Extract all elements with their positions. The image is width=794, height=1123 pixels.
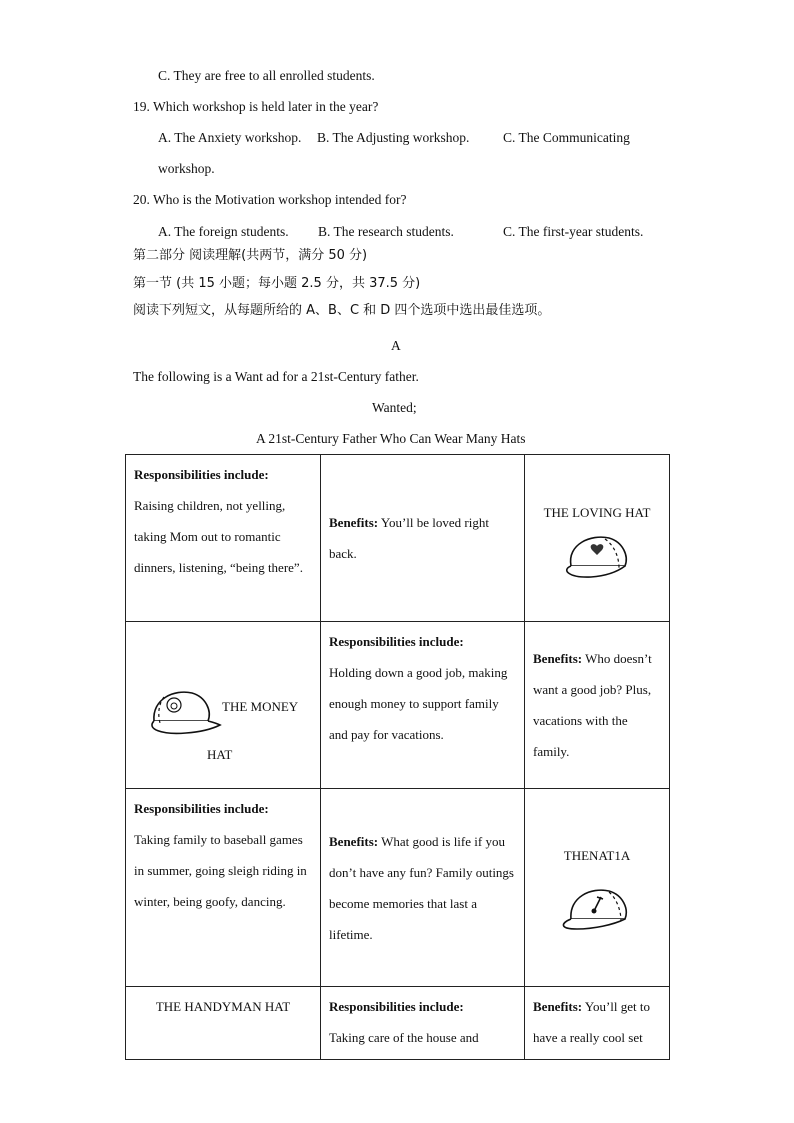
loving-responsibilities-cell (126, 455, 321, 622)
hats-table (125, 454, 670, 1060)
responsibilities-text: Taking care of the house and (329, 1030, 479, 1045)
passage-intro: The following is a Want ad for a 21st-Century father. (133, 369, 419, 384)
money-hat-cell (126, 622, 321, 789)
handyman-hat-cell (126, 987, 321, 1060)
responsibilities-label: Responsibilities include: (134, 467, 269, 482)
benefits-text: You’ll get to have a really cool set (533, 999, 651, 1045)
fun-hat-cell (525, 789, 670, 987)
benefits-label: Benefits: (329, 833, 379, 849)
benefits-text: What good is life if you don’t have any fun? Family outings become memories that last a lifetime. (329, 833, 514, 942)
q19-stem: 19. Which workshop is held later in the year? (133, 99, 379, 114)
section1-heading: 第一节 (共 15 小题；每小题 2.5 分，共 37.5 分) (133, 276, 421, 291)
fun-cap-icon (557, 883, 637, 935)
hat-name-line2: HAT (207, 747, 233, 762)
responsibilities-text: Taking family to baseball games in summer, going sleigh riding in winter, being goofy, dancing. (134, 832, 307, 909)
reading-instruction: 阅读下列短文，从每题所给的 A、B、C 和 D 四个选项中选出最佳选项。 (133, 303, 551, 318)
benefits-label: Benefits: (329, 515, 379, 530)
q19-option-c: C. The Communicating (503, 130, 630, 145)
q20-stem: 20. Who is the Motivation workshop intended for? (133, 192, 407, 207)
q20-option-c: C. The first-year students. (503, 224, 644, 239)
ad-title: A 21st-Century Father Who Can Wear Many Hats (256, 431, 526, 446)
ad-wanted: Wanted; (372, 400, 417, 415)
money-responsibilities-cell (321, 622, 525, 789)
benefits-text: Who doesn’t want a good job? Plus, vacations with the family. (533, 651, 652, 759)
q18-option-c: C. They are free to all enrolled students. (158, 68, 375, 83)
part2-heading: 第二部分 阅读理解(共两节，满分 50 分) (133, 248, 368, 263)
q19-option-b: B. The Adjusting workshop. (317, 130, 470, 145)
money-benefits-cell (525, 622, 670, 789)
table-row (126, 987, 670, 1060)
q19-option-a: A. The Anxiety workshop. (158, 130, 302, 145)
money-bag-cap-icon (142, 685, 222, 737)
fun-responsibilities-cell (126, 789, 321, 987)
hat-name-line1: THE MONEY (222, 699, 299, 714)
responsibilities-label: Responsibilities include: (329, 999, 464, 1014)
table-row (126, 455, 670, 622)
responsibilities-label: Responsibilities include: (134, 801, 269, 816)
hat-name: THE HANDYMAN HAT (155, 999, 291, 1014)
heart-cap-icon (557, 528, 637, 580)
q20-option-b: B. The research students. (318, 224, 454, 239)
benefits-text: You’ll be loved right back. (329, 515, 489, 561)
table-row (126, 789, 670, 987)
benefits-label: Benefits: (533, 651, 583, 666)
handyman-responsibilities-cell (321, 987, 525, 1060)
responsibilities-text: Raising children, not yelling, taking Mom out to romantic dinners, listening, “being there”. (134, 498, 303, 575)
q19-option-c-cont: workshop. (158, 161, 215, 176)
loving-benefits-cell (321, 455, 525, 622)
handyman-benefits-cell (525, 987, 670, 1060)
responsibilities-text: Holding down a good job, making enough money to support family and pay for vacations. (329, 665, 508, 742)
hat-name: THE LOVING HAT (543, 504, 651, 520)
fun-benefits-cell (321, 789, 525, 987)
hat-name: THENAT1A (563, 848, 631, 863)
loving-hat-cell (525, 455, 670, 622)
table-row (126, 622, 670, 789)
passage-letter: A (391, 338, 401, 353)
responsibilities-label: Responsibilities include: (329, 634, 464, 649)
q20-option-a: A. The foreign students. (158, 224, 289, 239)
benefits-label: Benefits: (533, 999, 583, 1014)
